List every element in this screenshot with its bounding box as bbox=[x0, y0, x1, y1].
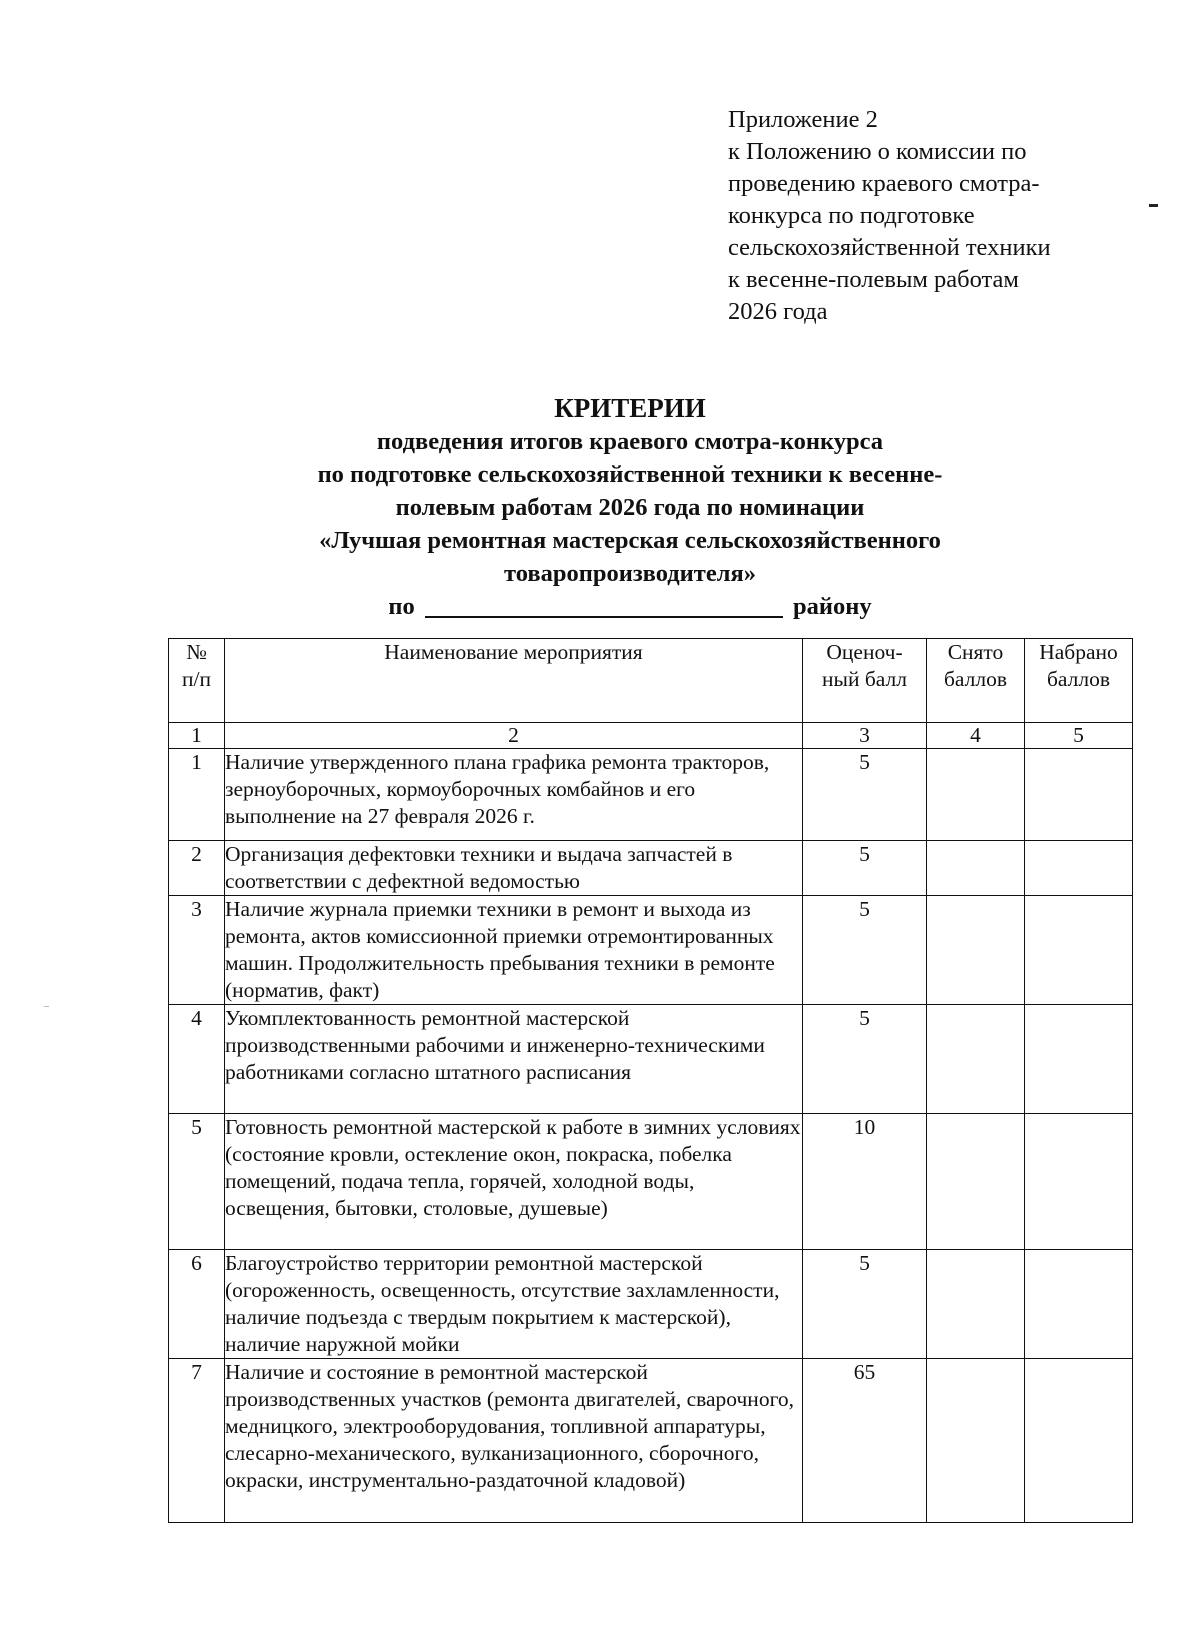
row-score: 10 bbox=[803, 1114, 927, 1250]
row-score: 5 bbox=[803, 1250, 927, 1359]
row-name: Готовность ремонтной мастерской к работе в зимних условиях (состояние кровли, остекление окон, покраска, побелка помещений, подача тепла, горячей, холодной воды, освещения, бытовки, столовые, душевые) bbox=[225, 1114, 803, 1250]
criteria-table bbox=[168, 638, 1133, 1523]
row-score: 65 bbox=[803, 1359, 927, 1523]
row-earned[interactable] bbox=[1025, 749, 1133, 841]
table-header-row bbox=[169, 639, 1133, 723]
appendix-line: сельскохозяйственной техники bbox=[728, 234, 1051, 261]
row-name: Наличие и состояние в ремонтной мастерской производственных участков (ремонта двигателей, сварочного, медницкого, электрооборудования, топливной аппаратуры, слесарно-механического, вулканизационного, сборочного, окраски, инструментально-раздаточной кладовой) bbox=[225, 1359, 803, 1523]
row-earned[interactable] bbox=[1025, 1250, 1133, 1359]
row-earned[interactable] bbox=[1025, 896, 1133, 1005]
appendix-block bbox=[728, 104, 1168, 328]
row-score: 5 bbox=[803, 841, 927, 896]
row-deducted[interactable] bbox=[927, 1359, 1025, 1523]
row-earned[interactable] bbox=[1025, 1359, 1133, 1523]
row-deducted[interactable] bbox=[927, 1114, 1025, 1250]
row-earned[interactable] bbox=[1025, 1114, 1133, 1250]
table-row bbox=[169, 1114, 1133, 1250]
row-score: 5 bbox=[803, 749, 927, 841]
row-num: 5 bbox=[169, 1114, 225, 1250]
appendix-line: 2026 года bbox=[728, 298, 828, 325]
table-row bbox=[169, 841, 1133, 896]
document-title: КРИТЕРИИ bbox=[554, 393, 706, 423]
column-number: 5 bbox=[1025, 723, 1133, 749]
row-earned[interactable] bbox=[1025, 1005, 1133, 1114]
row-name: Организация дефектовки техники и выдача запчастей в соответствии с дефектной ведомостью bbox=[225, 841, 803, 896]
appendix-line: конкурса по подготовке bbox=[728, 202, 975, 229]
row-deducted[interactable] bbox=[927, 896, 1025, 1005]
row-deducted[interactable] bbox=[927, 1250, 1025, 1359]
header-num: № п/п bbox=[169, 639, 225, 723]
row-num: 1 bbox=[169, 749, 225, 841]
row-score: 5 bbox=[803, 1005, 927, 1114]
header-earned: Набрано баллов bbox=[1025, 639, 1133, 723]
scan-speck bbox=[44, 1006, 49, 1007]
header-name: Наименование мероприятия bbox=[225, 639, 803, 723]
document-heading bbox=[160, 392, 1100, 623]
column-number: 3 bbox=[803, 723, 927, 749]
heading-line: по подготовке сельскохозяйственной техники к весенне- bbox=[317, 461, 943, 488]
column-number: 2 bbox=[225, 723, 803, 749]
row-num: 2 bbox=[169, 841, 225, 896]
appendix-line: к Положению о комиссии по bbox=[728, 138, 1027, 165]
row-deducted[interactable] bbox=[927, 841, 1025, 896]
row-num: 6 bbox=[169, 1250, 225, 1359]
column-number-row bbox=[169, 723, 1133, 749]
row-name: Благоустройство территории ремонтной мастерской (огороженность, освещенность, отсутствие захламленности, наличие подъезда с твердым покрытием к мастерской), наличие наружной мойки bbox=[225, 1250, 803, 1359]
heading-line: полевым работам 2026 года по номинации bbox=[395, 494, 865, 521]
row-num: 7 bbox=[169, 1359, 225, 1523]
district-suffix: району bbox=[793, 593, 872, 620]
table-row bbox=[169, 1005, 1133, 1114]
row-deducted[interactable] bbox=[927, 1005, 1025, 1114]
column-number: 4 bbox=[927, 723, 1025, 749]
row-earned[interactable] bbox=[1025, 841, 1133, 896]
district-blank-field[interactable] bbox=[425, 592, 783, 618]
appendix-line: Приложение 2 bbox=[728, 106, 878, 133]
scan-mark bbox=[1149, 204, 1158, 207]
row-num: 3 bbox=[169, 896, 225, 1005]
appendix-line: к весенне-полевым работам bbox=[728, 266, 1019, 293]
appendix-line: проведению краевого смотра- bbox=[728, 170, 1040, 197]
row-score: 5 bbox=[803, 896, 927, 1005]
header-deducted: Снято баллов bbox=[927, 639, 1025, 723]
heading-line: подведения итогов краевого смотра-конкурса bbox=[376, 428, 884, 455]
table-row bbox=[169, 1359, 1133, 1523]
header-score: Оценоч- ный балл bbox=[803, 639, 927, 723]
row-num: 4 bbox=[169, 1005, 225, 1114]
row-name: Наличие журнала приемки техники в ремонт и выхода из ремонта, актов комиссионной приемки отремонтированных машин. Продолжительность пребывания техники в ремонте (норматив, факт) bbox=[225, 896, 803, 1005]
row-name: Укомплектованность ремонтной мастерской производственными рабочими и инженерно-техническими работниками согласно штатного расписания bbox=[225, 1005, 803, 1114]
table-row bbox=[169, 1250, 1133, 1359]
column-number: 1 bbox=[169, 723, 225, 749]
district-prefix: по bbox=[388, 593, 415, 620]
row-deducted[interactable] bbox=[927, 749, 1025, 841]
district-line bbox=[160, 590, 1100, 623]
table-row bbox=[169, 896, 1133, 1005]
row-name: Наличие утвержденного плана графика ремонта тракторов, зерноуборочных, кормоуборочных комбайнов и его выполнение на 27 февраля 2026 г. bbox=[225, 749, 803, 841]
table-row bbox=[169, 749, 1133, 841]
heading-line: товаропроизводителя» bbox=[504, 560, 756, 587]
heading-line: «Лучшая ремонтная мастерская сельскохозяйственного bbox=[319, 527, 941, 554]
